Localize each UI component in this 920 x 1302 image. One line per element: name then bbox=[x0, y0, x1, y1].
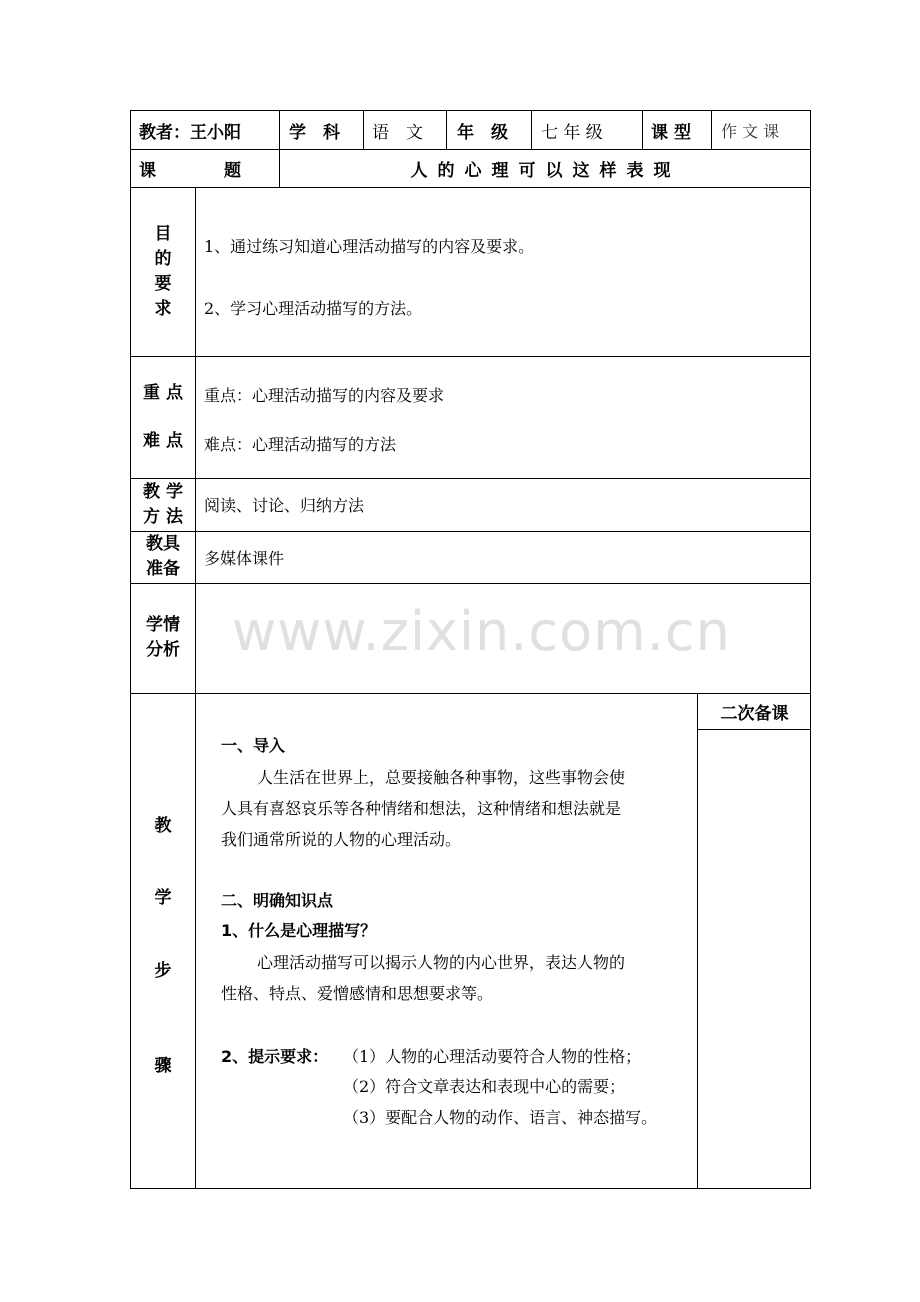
row-divider bbox=[131, 187, 810, 188]
question-heading: 1、什么是心理描写？ bbox=[221, 921, 377, 940]
col-divider bbox=[642, 111, 643, 150]
method-label: 教 学 方 法 bbox=[143, 481, 183, 527]
question-line: 性格、特点、爱憎感情和思想要求等。 bbox=[221, 984, 494, 1003]
lesson-title: 人的心理可以这样表现 bbox=[410, 160, 681, 181]
subject-value: 语 文 bbox=[372, 122, 423, 143]
watermark: www.zixin.com.cn bbox=[232, 600, 731, 663]
steps-label: 教 学 步 骤 bbox=[154, 816, 172, 1076]
col-divider bbox=[363, 111, 364, 150]
secondary-prep-label: 二次备课 bbox=[720, 703, 789, 724]
goals-label: 目 的 要 求 bbox=[154, 223, 172, 319]
knowledge-heading: 二、明确知识点 bbox=[221, 891, 334, 910]
analysis-label: 学情 分析 bbox=[146, 615, 180, 660]
question-line: 心理活动描写可以揭示人物的内心世界，表达人物的 bbox=[257, 953, 626, 972]
tools-value: 多媒体课件 bbox=[204, 548, 285, 568]
goal-item: 1、通过练习知道心理活动描写的内容及要求。 bbox=[204, 237, 535, 256]
requirements-heading: 2、提示要求： bbox=[221, 1047, 329, 1066]
col-divider bbox=[531, 111, 532, 150]
tools-label: 教具 准备 bbox=[146, 534, 180, 579]
requirement-item: （1）人物的心理活动要符合人物的性格； bbox=[343, 1047, 642, 1066]
row-divider bbox=[131, 356, 810, 357]
teacher-name: 教者：王小阳 bbox=[139, 122, 241, 143]
subject-label: 学 科 bbox=[289, 122, 340, 143]
secondary-prep-notes bbox=[698, 730, 811, 1189]
method-value: 阅读、讨论、归纳方法 bbox=[204, 496, 365, 515]
grade-value: 七 年 级 bbox=[541, 122, 603, 143]
difficulty: 难点：心理活动描写的方法 bbox=[204, 435, 397, 454]
type-value: 作 文 课 bbox=[721, 121, 780, 141]
intro-line: 我们通常所说的人物的心理活动。 bbox=[221, 830, 462, 849]
col-divider bbox=[195, 187, 196, 1189]
intro-heading: 一、导入 bbox=[221, 736, 286, 755]
focus-label: 重 点 难 点 bbox=[143, 383, 183, 451]
key-point: 重点：心理活动描写的内容及要求 bbox=[204, 386, 445, 405]
grade-label: 年 级 bbox=[457, 122, 508, 143]
requirement-item: （2）符合文章表达和表现中心的需要； bbox=[343, 1077, 626, 1096]
goal-item: 2、学习心理活动描写的方法。 bbox=[204, 299, 423, 318]
topic-label: 课 题 bbox=[139, 160, 241, 181]
col-divider bbox=[711, 111, 712, 150]
intro-line: 人具有喜怒哀乐等各种情绪和想法，这种情绪和想法就是 bbox=[221, 799, 622, 818]
intro-line: 人生活在世界上，总要接触各种事物，这些事物会使 bbox=[257, 768, 626, 787]
col-divider bbox=[446, 111, 447, 150]
type-label: 课型 bbox=[651, 122, 697, 143]
requirement-item: （3）要配合人物的动作、语言、神态描写。 bbox=[343, 1108, 658, 1127]
